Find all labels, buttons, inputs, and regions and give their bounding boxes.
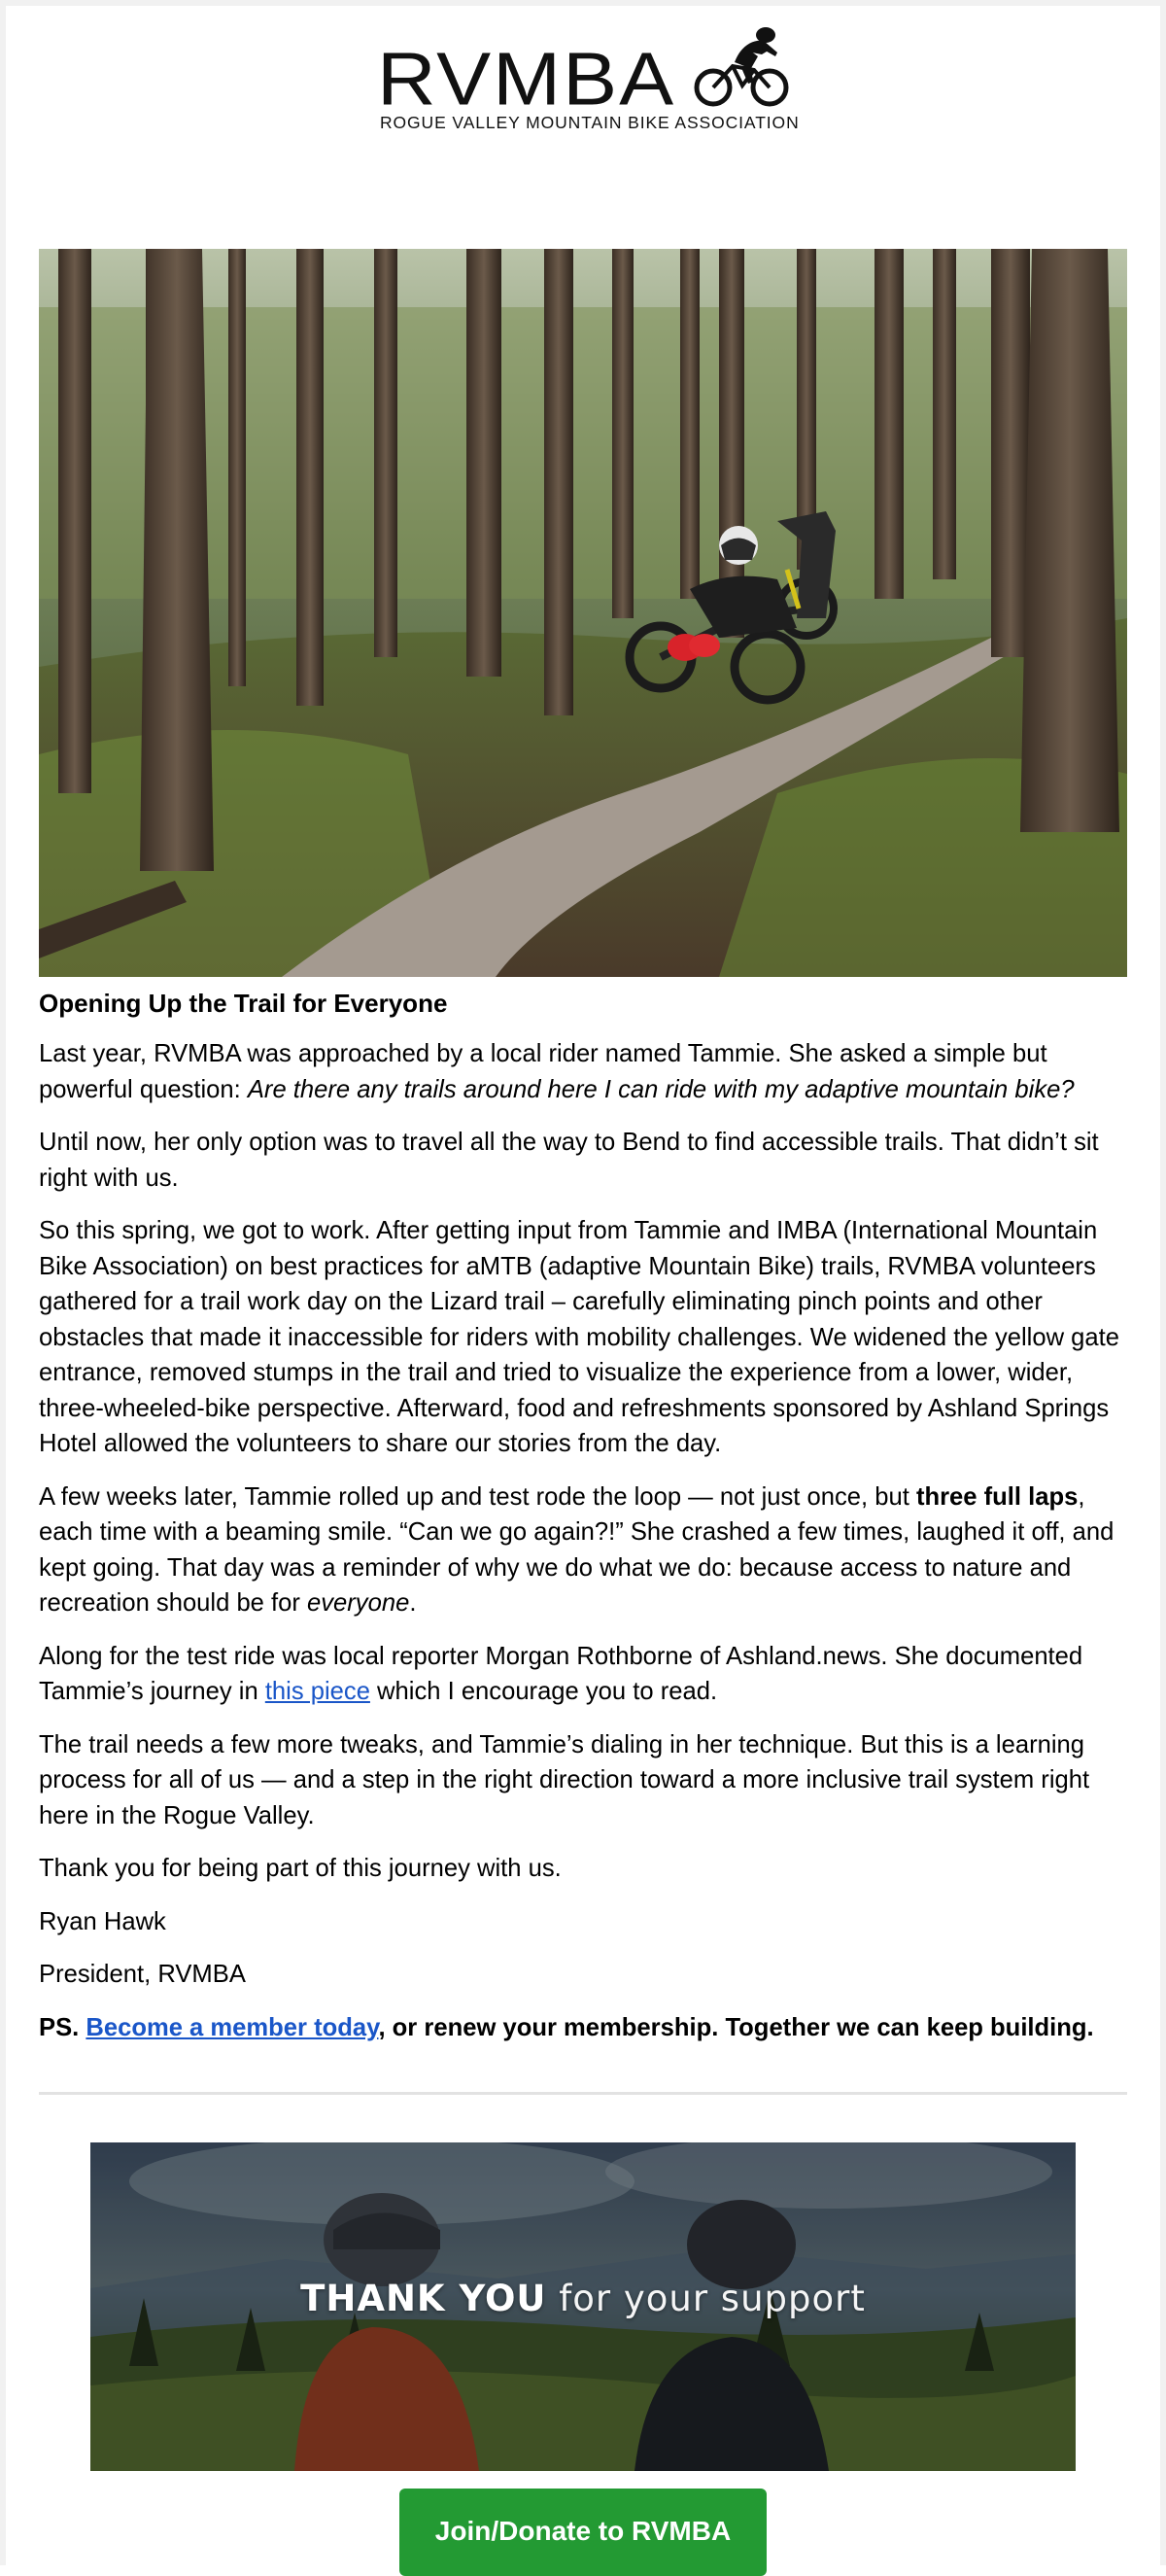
emphasis-italic: everyone [307, 1589, 410, 1617]
logo-subtitle: ROGUE VALLEY MOUNTAIN BIKE ASSOCIATION [380, 113, 800, 132]
hero-image [39, 249, 1127, 977]
article-paragraph [39, 1639, 1129, 1710]
paragraph-text: which I encourage you to read. [369, 1678, 718, 1705]
quoted-question: Are there any trails around here I can ride with my adaptive mountain bike? [247, 1075, 1075, 1103]
paragraph-text: A few weeks later, Tammie rolled up and test rode the loop — not just once, but [39, 1482, 916, 1511]
banner-text-strong: THANK YOU [300, 2278, 547, 2319]
paragraph-text: . [409, 1589, 417, 1617]
paragraph-text: Last year, RVMBA was approached by a local rider named Tammie. She asked a simple but powerful question: [39, 1040, 1047, 1103]
thank-you-banner [90, 2142, 1076, 2471]
join-donate-button[interactable]: Join/Donate to RVMBA [399, 2489, 767, 2576]
mountain-biker-icon [694, 27, 791, 115]
paragraph-text: Along for the test ride was local reporter Morgan Rothborne of Ashland.news. She documented Tammie’s journey in [39, 1642, 1083, 1705]
become-member-link[interactable]: Become a member today [86, 2013, 379, 2041]
signature-title: President, RVMBA [39, 1961, 246, 1988]
banner-text [90, 2275, 1076, 2323]
article-paragraph: Until now, her only option was to travel all the way to Bend to find accessible trails. That didn’t sit right with us. [39, 1129, 1099, 1192]
article-link[interactable]: this piece [264, 1678, 370, 1705]
logo-wordmark: RVMBA [377, 36, 676, 121]
emphasis-bold: three full laps [915, 1482, 1079, 1511]
signature-name: Ryan Hawk [39, 1907, 166, 1935]
article-title: Opening Up the Trail for Everyone [39, 989, 448, 1018]
banner-text-light: for your support [559, 2278, 866, 2319]
paragraph-text: , each time with a beaming smile. “Can we go again?!” She crashed a few times, laughed it off, and kept going. That day was a reminder of why we do what we do: because access to nature and recreation should be for [39, 1482, 1115, 1617]
article [39, 986, 1129, 2063]
ps-prefix: PS. [39, 2013, 86, 2041]
article-paragraph: The trail needs a few more tweaks, and Tammie’s dialing in her technique. But this is a learning process for all of us — and a step in the right direction toward a more inclusive trail system right here in the Rogue Valley. [39, 1730, 1090, 1829]
ps-line [39, 2010, 1129, 2046]
rvmba-logo[interactable] [377, 27, 800, 136]
section-divider [39, 2092, 1127, 2095]
article-paragraph [39, 1479, 1129, 1621]
article-paragraph [39, 1036, 1129, 1107]
article-paragraph: So this spring, we got to work. After getting input from Tammie and IMBA (International Mountain Bike Association) on best practices for aMTB (adaptive Mountain Bike) trails, RVMBA volunteers gathered for a trail work day on the Lizard trail – carefully eliminating pinch points and other obstacles that made it inaccessible for riders with mobility challenges. We widened the yellow gate entrance, removed stumps in the trail and tried to visualize the experience from a lower, wider, three-wheeled-bike perspective. Afterward, food and refreshments sponsored by Ashland Springs Hotel allowed the volunteers to share our stories from the day. [39, 1217, 1119, 1457]
article-paragraph: Thank you for being part of this journey with us. [39, 1855, 562, 1882]
ps-suffix: , or renew your membership. Together we can keep building. [378, 2013, 1094, 2041]
adaptive-rider-forest-photo [39, 249, 1127, 977]
